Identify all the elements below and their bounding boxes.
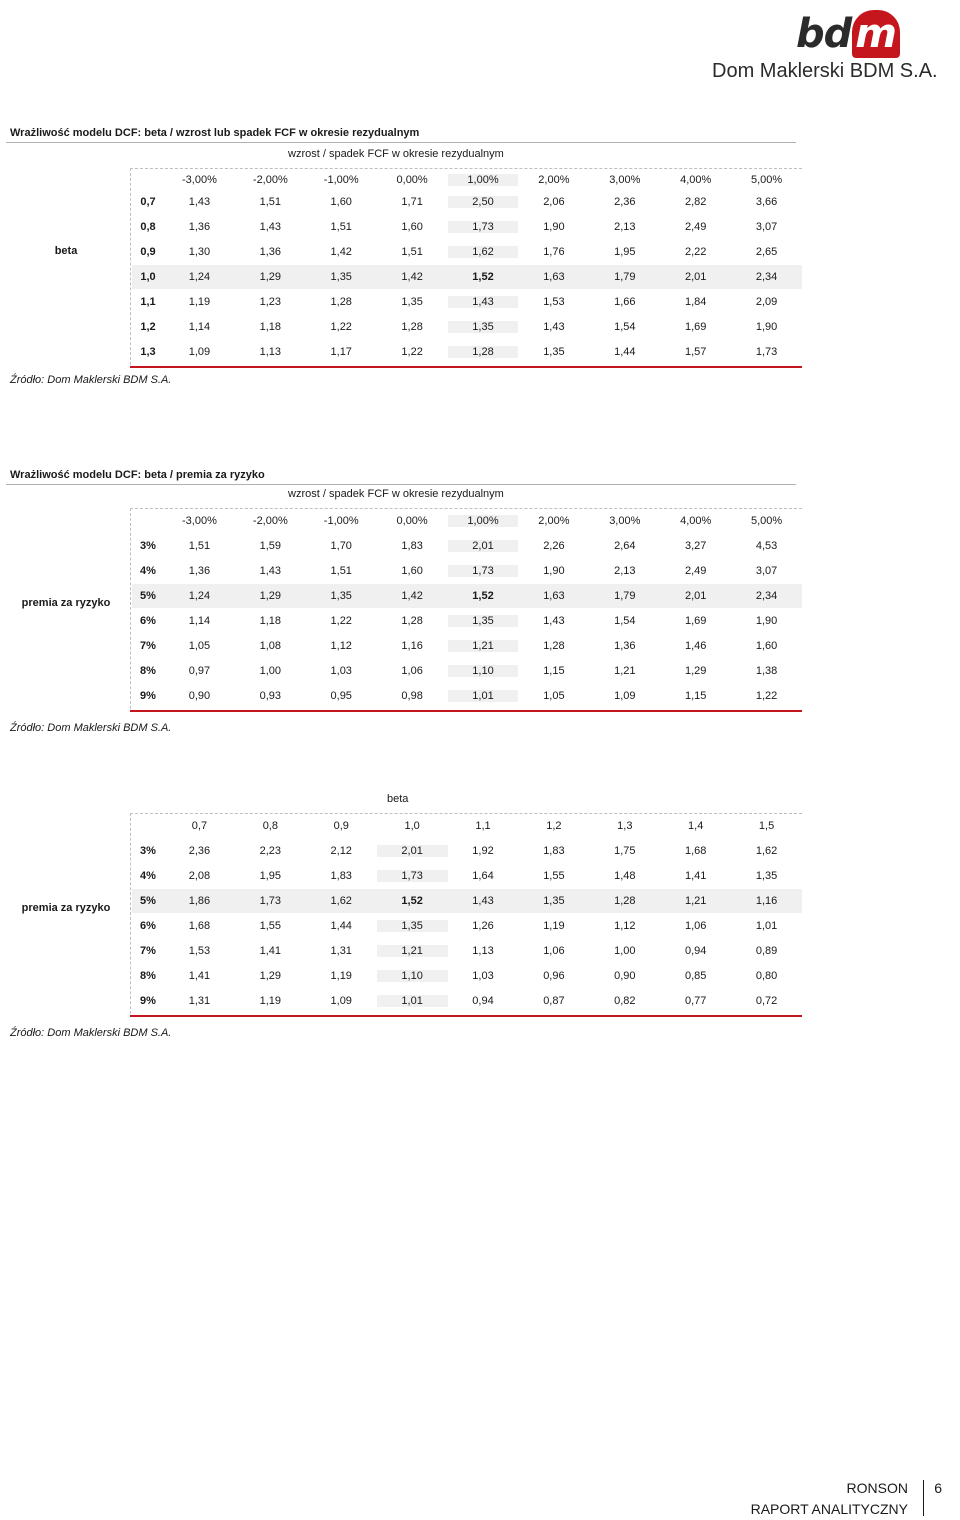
column-header: 2,00% — [538, 515, 570, 527]
table-cell: 1,73 — [259, 895, 282, 907]
section2-column-header-row — [132, 509, 802, 533]
section2-row-axis-label: premia za ryzyko — [21, 596, 111, 609]
footer-report-type: RAPORT ANALITYCZNY — [750, 1501, 908, 1517]
table-cell: 1,79 — [614, 271, 636, 283]
section1-row-axis-label: beta — [54, 245, 78, 257]
table-cell: 1,68 — [188, 920, 211, 932]
table-cell: 1,73 — [755, 346, 778, 358]
table-row — [132, 190, 802, 214]
logo-mark — [796, 10, 900, 58]
table-cell: 1,14 — [188, 615, 211, 627]
table-cell: 1,95 — [259, 870, 282, 882]
table-row — [132, 864, 802, 888]
table-cell: 1,83 — [543, 845, 565, 857]
table-row — [132, 914, 802, 938]
table-cell: 1,53 — [543, 296, 565, 308]
row-key: 0,9 — [140, 246, 156, 258]
table-row — [132, 265, 802, 289]
table-cell: 1,90 — [755, 321, 778, 333]
table-cell: 1,36 — [259, 246, 282, 258]
table-cell: 1,68 — [684, 845, 707, 857]
table-cell: 1,01 — [755, 920, 778, 932]
table-cell: 2,13 — [614, 565, 636, 577]
table-cell: 1,28 — [543, 640, 565, 652]
table-cell: 1,63 — [543, 590, 565, 602]
table-cell: 1,41 — [684, 870, 707, 882]
table-cell: 1,62 — [330, 895, 352, 907]
column-header: 0,8 — [262, 820, 278, 832]
table-cell: 1,15 — [684, 690, 707, 702]
row-key: 1,3 — [140, 346, 156, 358]
table-cell: 2,23 — [259, 845, 282, 857]
table-cell: 1,18 — [259, 321, 282, 333]
column-header: 2,00% — [538, 174, 570, 186]
section3-row-dashed-rule — [130, 813, 131, 1014]
column-header: 0,7 — [191, 820, 208, 832]
footer-company: RONSON — [846, 1480, 908, 1496]
table-cell: 0,80 — [755, 970, 778, 982]
table-cell: 1,12 — [614, 920, 636, 932]
table-cell: 1,44 — [614, 346, 636, 358]
table-cell: 1,86 — [188, 895, 211, 907]
row-key: 4% — [140, 565, 156, 577]
section1-bottom-rule — [130, 366, 802, 368]
table-cell: 2,65 — [755, 246, 778, 258]
table-cell: 1,52 — [472, 271, 494, 283]
table-cell: 2,12 — [330, 845, 352, 857]
table-cell: 1,28 — [401, 615, 423, 627]
table-cell: 2,82 — [684, 196, 707, 208]
table-cell: 1,43 — [543, 615, 565, 627]
table-cell: 1,62 — [448, 246, 519, 258]
table-cell: 2,01 — [684, 271, 707, 283]
table-row — [132, 559, 802, 583]
table-cell: 2,13 — [614, 221, 636, 233]
table-cell: 3,27 — [684, 540, 707, 552]
table-cell: 1,35 — [448, 321, 519, 333]
table-row — [132, 340, 802, 364]
table-cell: 1,22 — [401, 346, 423, 358]
table-row — [132, 534, 802, 558]
section3-row-axis-label: premia za ryzyko — [21, 901, 111, 914]
section1-source: Źródło: Dom Maklerski BDM S.A. — [10, 374, 172, 386]
table-cell: 1,90 — [543, 221, 565, 233]
section2-bottom-rule — [130, 710, 802, 712]
table-cell: 1,16 — [401, 640, 423, 652]
table-cell: 2,50 — [448, 196, 519, 208]
table-cell: 1,00 — [259, 665, 282, 677]
table-cell: 1,44 — [330, 920, 352, 932]
table-row — [132, 939, 802, 963]
table-cell: 1,21 — [614, 665, 636, 677]
table-cell: 1,13 — [259, 346, 282, 358]
section3-bottom-rule — [130, 1015, 802, 1017]
table-row — [132, 634, 802, 658]
table-cell: 1,42 — [401, 590, 423, 602]
table-cell: 1,43 — [188, 196, 211, 208]
table-cell: 0,97 — [188, 665, 211, 677]
table-cell: 0,82 — [614, 995, 636, 1007]
table-cell: 1,79 — [614, 590, 636, 602]
column-header: 5,00% — [750, 174, 783, 186]
table-cell: 1,51 — [330, 221, 352, 233]
table-row — [132, 839, 802, 863]
table-cell: 1,43 — [448, 296, 519, 308]
table-cell: 1,19 — [188, 296, 211, 308]
table-cell: 1,60 — [330, 196, 352, 208]
table-cell: 0,90 — [188, 690, 211, 702]
row-key: 3% — [140, 540, 156, 552]
column-header: 5,00% — [750, 515, 783, 527]
row-key: 7% — [140, 640, 156, 652]
table-cell: 0,85 — [684, 970, 707, 982]
table-cell: 1,84 — [684, 296, 707, 308]
section1-column-axis-label: wzrost / spadek FCF w okresie rezydualnym — [288, 148, 504, 160]
table-cell: 0,77 — [684, 995, 707, 1007]
table-row — [132, 584, 802, 608]
section2-title: Wrażliwość modelu DCF: beta / premia za ryzyko — [10, 469, 265, 481]
row-key: 3% — [140, 845, 156, 857]
column-header: 1,00% — [448, 174, 519, 186]
table-cell: 1,06 — [684, 920, 707, 932]
table-cell: 1,31 — [188, 995, 211, 1007]
table-cell: 2,06 — [543, 196, 565, 208]
table-cell: 1,73 — [448, 221, 519, 233]
table-cell: 1,22 — [330, 321, 352, 333]
table-cell: 1,18 — [259, 615, 282, 627]
column-header: 1,2 — [546, 820, 562, 832]
table-cell: 1,28 — [448, 346, 519, 358]
table-cell: 0,93 — [259, 690, 282, 702]
table-cell: 0,94 — [472, 995, 494, 1007]
table-cell: 1,35 — [755, 870, 778, 882]
table-cell: 1,42 — [330, 246, 352, 258]
section2-column-axis-label: wzrost / spadek FCF w okresie rezydualnym — [288, 488, 504, 500]
table-cell: 1,35 — [401, 296, 423, 308]
table-cell: 1,54 — [614, 615, 636, 627]
table-cell: 0,96 — [543, 970, 565, 982]
table-cell: 1,19 — [259, 995, 282, 1007]
table-cell: 2,01 — [684, 590, 707, 602]
table-row — [132, 889, 802, 913]
table-row — [132, 684, 802, 708]
table-cell: 1,55 — [259, 920, 282, 932]
table-cell: 1,03 — [472, 970, 494, 982]
column-header: -3,00% — [182, 174, 217, 186]
sensitivity-table-1 — [6, 143, 796, 365]
table-cell: 1,42 — [401, 271, 423, 283]
table-cell: 2,22 — [684, 246, 707, 258]
table-cell: 1,36 — [614, 640, 636, 652]
table-cell: 3,07 — [755, 221, 778, 233]
table-cell: 1,19 — [330, 970, 352, 982]
table-row — [132, 240, 802, 264]
column-header: 4,00% — [680, 515, 712, 527]
table-cell: 1,28 — [614, 895, 636, 907]
table-cell: 2,49 — [684, 221, 707, 233]
table-cell: 1,22 — [330, 615, 352, 627]
table-cell: 0,98 — [401, 690, 423, 702]
section2-row-dashed-rule — [130, 508, 131, 709]
table-cell: 0,90 — [614, 970, 636, 982]
table-cell: 1,15 — [543, 665, 565, 677]
table-cell: 1,64 — [472, 870, 494, 882]
table-cell: 1,19 — [543, 920, 565, 932]
table-cell: 1,60 — [401, 565, 423, 577]
row-key: 8% — [140, 665, 156, 677]
table-cell: 1,21 — [448, 640, 519, 652]
footer-divider — [923, 1480, 924, 1516]
table-row — [132, 989, 802, 1013]
logo-company-name: Dom Maklerski BDM S.A. — [712, 60, 938, 82]
table-cell: 1,83 — [330, 870, 352, 882]
table-cell: 1,35 — [543, 346, 565, 358]
table-cell: 1,21 — [684, 895, 707, 907]
table-cell: 1,35 — [330, 271, 352, 283]
table-cell: 1,60 — [401, 221, 423, 233]
table-cell: 1,52 — [472, 590, 494, 602]
table-cell: 1,71 — [401, 196, 423, 208]
column-header: 0,9 — [333, 820, 349, 832]
table-cell: 1,70 — [330, 540, 352, 552]
table-cell: 0,89 — [755, 945, 778, 957]
table-row — [132, 964, 802, 988]
table-cell: 1,23 — [259, 296, 282, 308]
page-number: 6 — [934, 1480, 942, 1496]
table-cell: 1,03 — [330, 665, 352, 677]
table-cell: 1,90 — [543, 565, 565, 577]
row-key: 5% — [140, 590, 156, 602]
table-cell: 1,29 — [259, 590, 282, 602]
logo-mark-m: m — [852, 10, 900, 58]
table-cell: 1,75 — [614, 845, 636, 857]
table-cell: 4,53 — [755, 540, 778, 552]
table-cell: 1,24 — [188, 590, 211, 602]
table-cell: 1,43 — [543, 321, 565, 333]
table-cell: 1,28 — [401, 321, 423, 333]
table-cell: 1,62 — [755, 845, 778, 857]
section3-column-axis-label: beta — [387, 793, 409, 805]
table-cell: 1,36 — [188, 221, 211, 233]
row-key: 1,1 — [140, 296, 156, 308]
table-cell: 1,59 — [259, 540, 282, 552]
column-header: 1,00% — [448, 515, 519, 527]
table-cell: 1,29 — [259, 271, 282, 283]
table-cell: 1,24 — [188, 271, 211, 283]
table-row — [132, 659, 802, 683]
sensitivity-table-2 — [6, 485, 796, 710]
table-cell: 1,66 — [614, 296, 636, 308]
table-cell: 1,43 — [259, 221, 282, 233]
section3-source: Źródło: Dom Maklerski BDM S.A. — [10, 1027, 172, 1039]
table-cell: 1,06 — [401, 665, 423, 677]
column-header: 1,5 — [758, 820, 775, 832]
table-row — [132, 315, 802, 339]
table-cell: 1,01 — [377, 995, 448, 1007]
table-cell: 2,36 — [614, 196, 636, 208]
table-cell: 1,35 — [377, 920, 448, 932]
table-cell: 1,35 — [330, 590, 352, 602]
table-cell: 1,10 — [448, 665, 519, 677]
table-cell: 1,14 — [188, 321, 211, 333]
table-cell: 1,36 — [188, 565, 211, 577]
section1-title: Wrażliwość modelu DCF: beta / wzrost lub spadek FCF w okresie rezydualnym — [10, 127, 420, 139]
logo-mark-bd: bd — [796, 11, 852, 57]
table-cell: 0,72 — [755, 995, 778, 1007]
row-key: 1,2 — [140, 321, 156, 333]
table-cell: 1,13 — [472, 945, 494, 957]
table-cell: 1,48 — [614, 870, 636, 882]
table-cell: 1,43 — [472, 895, 494, 907]
sensitivity-table-3 — [6, 790, 796, 1015]
table-cell: 1,09 — [330, 995, 352, 1007]
table-cell: 1,55 — [543, 870, 565, 882]
table-cell: 1,54 — [614, 321, 636, 333]
table-cell: 1,10 — [377, 970, 448, 982]
table-cell: 1,21 — [377, 945, 448, 957]
section3-column-header-row — [132, 814, 802, 838]
column-header: -2,00% — [252, 515, 288, 527]
table-cell: 2,26 — [543, 540, 565, 552]
table-cell: 1,22 — [755, 690, 778, 702]
row-key: 0,7 — [140, 196, 156, 208]
table-cell: 0,94 — [684, 945, 707, 957]
table-cell: 2,49 — [684, 565, 707, 577]
table-cell: 3,07 — [755, 565, 778, 577]
section2-source: Źródło: Dom Maklerski BDM S.A. — [10, 722, 172, 734]
table-cell: 1,12 — [330, 640, 352, 652]
table-cell: 1,05 — [188, 640, 211, 652]
column-header: -1,00% — [323, 515, 359, 527]
report-footer — [751, 1478, 908, 1520]
table-cell: 1,73 — [448, 565, 519, 577]
table-cell: 1,09 — [614, 690, 636, 702]
table-cell: 1,26 — [472, 920, 494, 932]
table-row — [132, 609, 802, 633]
column-header: 0,00% — [396, 515, 428, 527]
column-header: 1,4 — [688, 820, 704, 832]
table-cell: 1,30 — [188, 246, 211, 258]
table-cell: 2,34 — [755, 590, 778, 602]
table-cell: 0,87 — [543, 995, 565, 1007]
bdm-logo — [712, 10, 952, 82]
table-cell: 1,28 — [330, 296, 352, 308]
table-cell: 2,01 — [448, 540, 519, 552]
table-cell: 1,83 — [401, 540, 423, 552]
table-cell: 1,08 — [259, 640, 282, 652]
table-cell: 1,41 — [259, 945, 282, 957]
row-key: 7% — [140, 945, 156, 957]
row-key: 4% — [140, 870, 156, 882]
column-header: 4,00% — [680, 174, 712, 186]
row-key: 5% — [140, 895, 156, 907]
table-cell: 2,34 — [755, 271, 778, 283]
column-header: -3,00% — [182, 515, 217, 527]
table-cell: 1,16 — [755, 895, 778, 907]
table-cell: 1,69 — [684, 321, 707, 333]
table-row — [132, 215, 802, 239]
table-cell: 2,01 — [377, 845, 448, 857]
table-cell: 1,51 — [259, 196, 282, 208]
section1-row-dashed-rule — [130, 168, 131, 365]
section1-column-header-row — [132, 168, 802, 192]
table-cell: 2,64 — [614, 540, 636, 552]
row-key: 0,8 — [140, 221, 156, 233]
table-cell: 1,52 — [401, 895, 423, 907]
table-cell: 2,09 — [755, 296, 778, 308]
row-key: 9% — [140, 995, 156, 1007]
table-cell: 1,46 — [684, 640, 707, 652]
table-cell: 1,63 — [543, 271, 565, 283]
table-cell: 1,41 — [188, 970, 211, 982]
table-cell: 1,73 — [377, 870, 448, 882]
table-cell: 0,95 — [330, 690, 352, 702]
table-cell: 1,17 — [330, 346, 352, 358]
table-cell: 2,08 — [188, 870, 211, 882]
table-cell: 1,51 — [188, 540, 211, 552]
row-key: 6% — [140, 920, 156, 932]
table-cell: 1,76 — [543, 246, 565, 258]
table-cell: 1,69 — [684, 615, 707, 627]
row-key: 8% — [140, 970, 156, 982]
table-cell: 2,36 — [188, 845, 211, 857]
table-cell: 1,06 — [543, 945, 565, 957]
column-header: 3,00% — [609, 515, 641, 527]
column-header: -2,00% — [252, 174, 288, 186]
column-header: 3,00% — [609, 174, 641, 186]
table-cell: 1,90 — [755, 615, 778, 627]
table-cell: 1,35 — [543, 895, 565, 907]
table-cell: 1,57 — [684, 346, 707, 358]
table-cell: 1,31 — [330, 945, 352, 957]
column-header: 0,00% — [396, 174, 428, 186]
table-cell: 1,51 — [330, 565, 352, 577]
table-cell: 1,35 — [448, 615, 519, 627]
table-cell: 1,60 — [755, 640, 778, 652]
table-cell: 1,01 — [448, 690, 519, 702]
column-header: -1,00% — [323, 174, 359, 186]
table-cell: 3,66 — [755, 196, 778, 208]
table-cell: 1,92 — [472, 845, 494, 857]
table-cell: 1,53 — [188, 945, 211, 957]
column-header: 1,1 — [475, 820, 491, 832]
table-cell: 1,29 — [259, 970, 282, 982]
table-cell: 1,00 — [614, 945, 636, 957]
table-cell: 1,95 — [614, 246, 636, 258]
table-cell: 1,51 — [401, 246, 423, 258]
column-header: 1,3 — [617, 820, 633, 832]
table-cell: 1,09 — [188, 346, 211, 358]
column-header: 1,0 — [404, 820, 420, 832]
table-row — [132, 290, 802, 314]
table-cell: 1,05 — [543, 690, 565, 702]
table-cell: 1,29 — [684, 665, 707, 677]
row-key: 1,0 — [140, 271, 156, 283]
row-key: 9% — [140, 690, 156, 702]
table-cell: 1,43 — [259, 565, 282, 577]
row-key: 6% — [140, 615, 156, 627]
table-cell: 1,38 — [755, 665, 778, 677]
